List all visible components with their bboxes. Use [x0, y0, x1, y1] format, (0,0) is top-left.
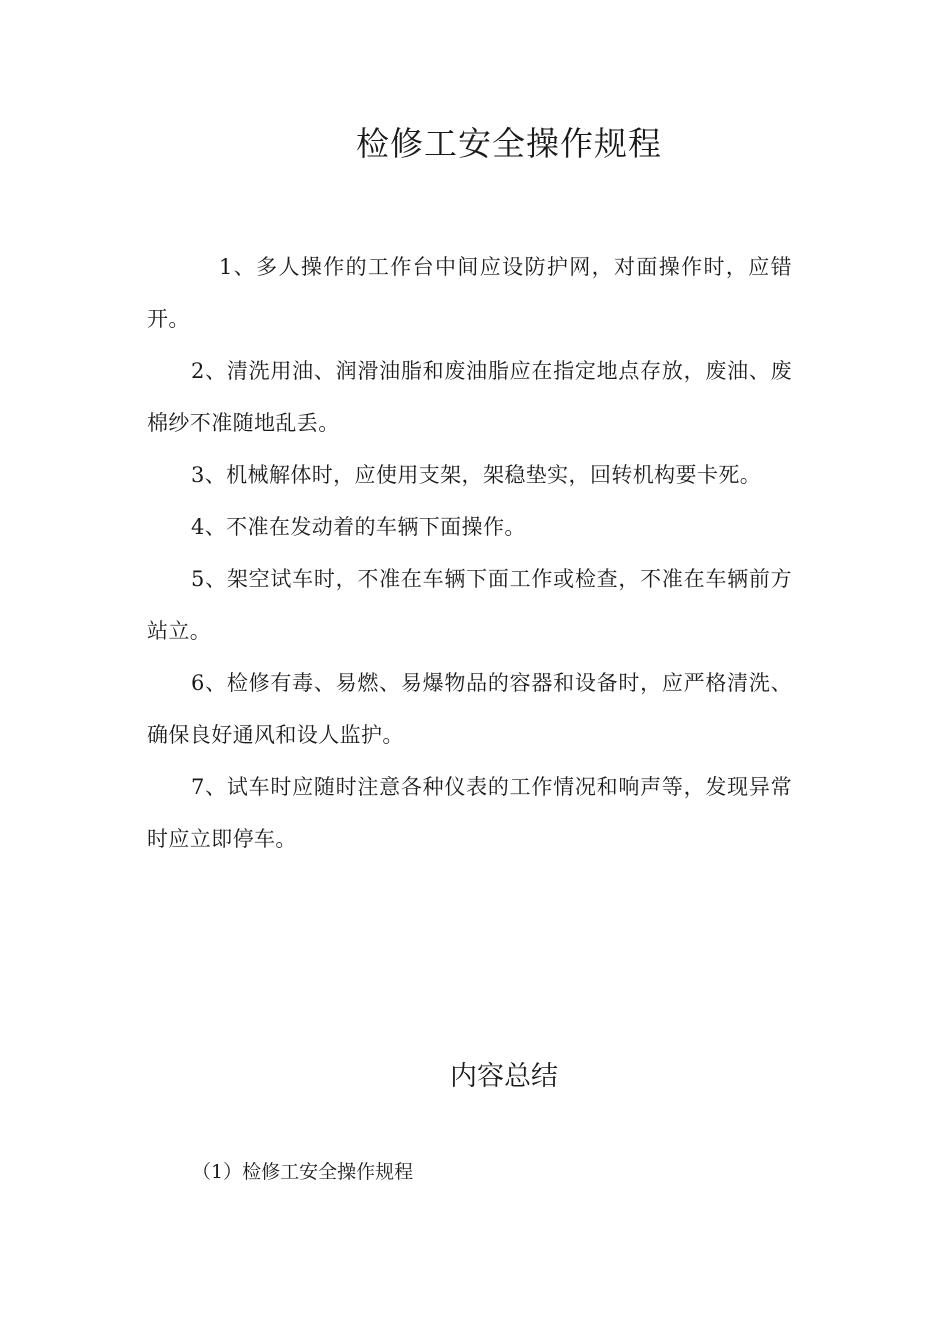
rule-item: 6、检修有毒、易燃、易爆物品的容器和设备时，应严格清洗、确保良好通风和设人监护。 [147, 671, 792, 747]
rule-item: 5、架空试车时，不准在车辆下面工作或检查，不准在车辆前方站立。 [147, 567, 792, 643]
rule-item: 2、清洗用油、润滑油脂和废油脂应在指定地点存放，废油、废棉纱不准随地乱丢。 [147, 359, 792, 435]
rule-item: 3、机械解体时，应使用支架，架稳垫实，回转机构要卡死。 [191, 463, 762, 487]
rule-item: 7、试车时应随时注意各种仪表的工作情况和响声等，发现异常时应立即停车。 [147, 775, 792, 851]
rule-item: 1、多人操作的工作台中间应设防护网，对面操作时，应错开。 [147, 255, 792, 331]
document-title: 检修工安全操作规程 [356, 124, 662, 163]
rules-list [147, 241, 792, 865]
summary-heading: 内容总结 [450, 1061, 558, 1092]
summary-item: （1）检修工安全操作规程 [192, 1161, 414, 1183]
rule-item: 4、不准在发动着的车辆下面操作。 [191, 515, 526, 539]
